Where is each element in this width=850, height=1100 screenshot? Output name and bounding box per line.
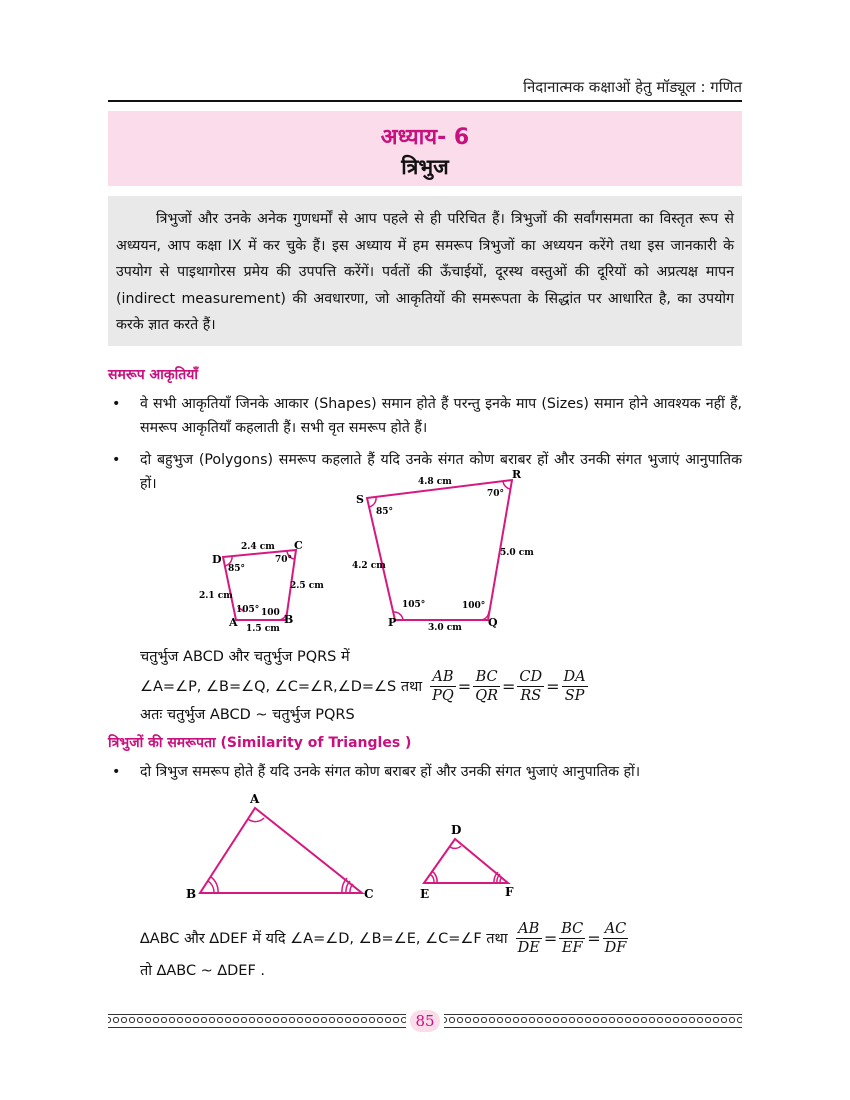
ratio-ab-pq: $\frac{AB}{PQ}$ [432, 668, 454, 704]
label-angle-p: 105° [402, 600, 426, 610]
label-angle-s: 85° [376, 507, 394, 517]
equals-sign: = [546, 676, 560, 696]
equals-sign: = [457, 676, 472, 696]
label-tri-vertex-e: E [420, 887, 430, 901]
label-angle-a: 105° [236, 605, 260, 615]
chapter-title: त्रिभुज [401, 155, 449, 179]
quad-statement-line1: चतुर्भुज ABCD और चतुर्भुज PQRS में [140, 649, 350, 665]
triangle-angle-equalities: ∆ABC और ∆DEF में यदि ∠A=∠D, ∠B=∠E, ∠C=∠F तथा [140, 931, 508, 947]
label-vertex-d: D [212, 553, 222, 566]
bullet-text: दो बहुभुज (Polygons) समरूप कहलाते हैं यदि उनके संगत कोण बराबर हों और उनकी संगत भुजाएं आनुपातिक हों। [140, 452, 742, 492]
label-side-ab: 1.5 cm [246, 624, 280, 634]
label-side-sp: 4.2 cm [352, 561, 386, 571]
label-side-pq: 3.0 cm [428, 623, 462, 633]
label-angle-r: 70° [487, 489, 505, 499]
bullet-text: दो त्रिभुज समरूप होते हैं यदि उनके संगत कोण बराबर हों और उनकी संगत भुजाएं आनुपातिक हों। [140, 764, 641, 780]
label-tri-vertex-f: F [505, 885, 514, 899]
angle-equalities: ∠A=∠P, ∠B=∠Q, ∠C=∠R,∠D=∠S तथा [140, 679, 423, 695]
equals-sign: = [543, 928, 558, 948]
ratio-ab-de: $\frac{AB}{DE}$ [517, 920, 540, 956]
equals-sign: = [502, 676, 516, 696]
bullet-text: वे सभी आकृतियाँ जिनके आकार (Shapes) समान होते हैं परन्तु इनके माप (Sizes) समान होने आवश्यक नहीं हैं, समरूप आकृतियाँ कहलाती हैं। सभी वृत समरूप होते हैं। [140, 396, 742, 436]
label-vertex-r: R [512, 468, 522, 481]
ratio-ac-df: $\frac{AC}{DF}$ [604, 920, 627, 956]
running-header: निदानात्मक कक्षाओं हेतु मॉड्यूल : गणित [523, 78, 742, 96]
label-tri-vertex-a: A [250, 792, 260, 806]
label-angle-d: 85° [228, 564, 246, 574]
label-vertex-c: C [294, 539, 303, 552]
quad-conclusion: अतः चतुर्भुज ABCD ~ चतुर्भुज PQRS [140, 707, 355, 723]
footer-chain-right [444, 1017, 742, 1025]
label-side-cd: 2.4 cm [241, 542, 275, 552]
label-angle-b: 100 [261, 608, 280, 618]
intro-paragraph: त्रिभुजों और उनके अनेक गुणधर्मों से आप पहले से ही परिचित हैं। त्रिभुजों की सर्वांगसमता का विस्तृत रूप से अध्ययन, आप कक्षा IX में कर चुके हैं। इस अध्याय में हम समरूप त्रिभुजों का अध्ययन करेंगे तथा इस जानकारी के उपयोग से पाइथागोरस प्रमेय की उपपत्ति करेंगें। पर्वतों की ऊँचाईयों, दूरस्थ वस्तुओं की दूरियों को अप्रत्यक्ष मापन (indirect measurement) की अवधारणा, जो आकृतियों की समरूपता के सिद्धांत पर आधारित है, का उपयोग करके ज्ञात करते हैं। [116, 211, 734, 333]
triangle-conclusion: तो ∆ABC ~ ∆DEF . [140, 963, 266, 979]
bullet-dot: • [112, 452, 121, 468]
equals-sign: = [587, 928, 601, 948]
label-tri-vertex-b: B [186, 887, 197, 901]
chapter-number: अध्याय- 6 [380, 125, 470, 150]
page-number: 85 [410, 1010, 440, 1032]
section-heading-similar-figures: समरूप आकृतियाँ [108, 367, 198, 383]
label-side-bc: 2.5 cm [290, 581, 324, 591]
footer-chain-left [108, 1017, 406, 1025]
ratio-cd-rs: $\frac{CD}{RS}$ [519, 668, 543, 704]
ratio-bc-qr: $\frac{BC}{QR}$ [475, 668, 498, 704]
section-heading-triangle-similarity: त्रिभुजों की समरूपता (Similarity of Triangles ) [108, 735, 412, 751]
label-vertex-a: A [229, 616, 238, 629]
label-vertex-s: S [356, 493, 364, 506]
label-angle-c: 70° [275, 555, 293, 565]
bullet-dot: • [112, 764, 121, 780]
label-tri-vertex-c: C [364, 887, 374, 901]
ratio-da-sp: $\frac{DA}{SP}$ [563, 668, 586, 704]
bullet-dot: • [112, 396, 121, 412]
label-side-rs: 4.8 cm [418, 477, 452, 487]
label-angle-q: 100° [462, 601, 486, 611]
label-side-qr: 5.0 cm [500, 548, 534, 558]
label-vertex-q: Q [488, 616, 498, 629]
label-vertex-p: P [388, 616, 397, 629]
label-vertex-b: B [284, 613, 294, 626]
ratio-bc-ef: $\frac{BC}{EF}$ [561, 920, 584, 956]
label-tri-vertex-d: D [451, 823, 462, 837]
label-side-da: 2.1 cm [199, 591, 233, 601]
